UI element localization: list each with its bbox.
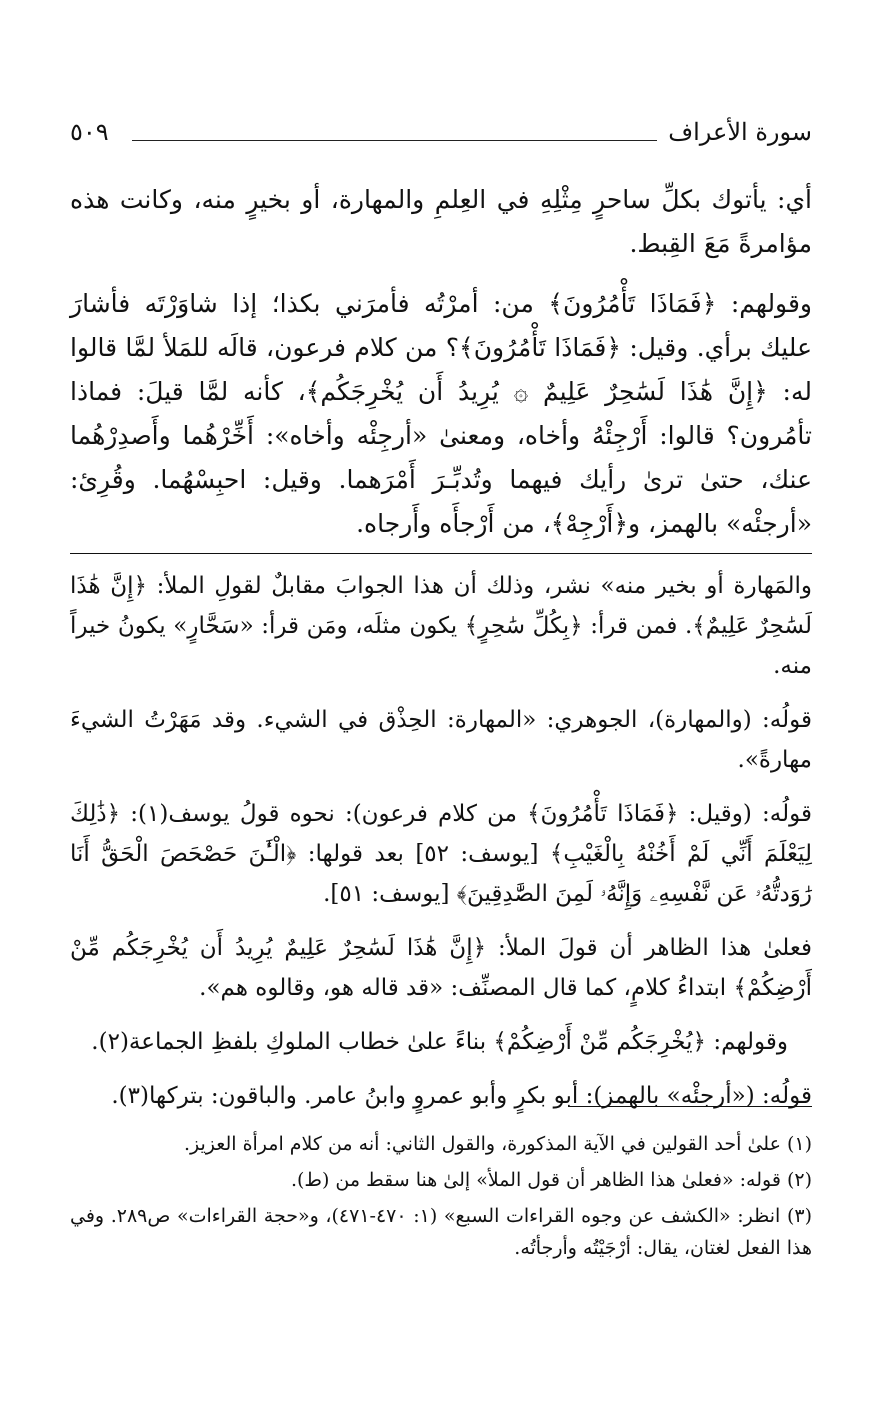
commentary-paragraph-4: فعلىٰ هذا الظاهر أن قولَ الملأ: ﴿إِنَّ هَٰذَا لَسَٰحِرٌ عَلِيمٌ يُرِيدُ أَن يُخْرِجَكُم مِّنْ أَرْضِكُمْ﴾ ابتداءُ كلامٍ، كما قال المصنِّف: «قد قاله هو، وقالوه هم». — [70, 935, 812, 1001]
commentary-paragraph-1: والمَهارة أو بخير منه» نشر، وذلك أن هذا الجوابَ مقابلٌ لقولِ الملأ: ﴿إِنَّ هَٰذَا لَسَٰحِرٌ عَلِيمٌ﴾. فمن قرأ: ﴿بِكُلِّ سَٰحِرٍ﴾ يكون مثلَه، ومَن قرأ: «سَحَّارٍ» يكونُ خيراً منه. — [70, 573, 812, 679]
footnote-3: (٣) انظر: «الكشف عن وجوه القراءات السبع» (١: ٤٧٠-٤٧١)، و«حجة القراءات» ص٢٨٩. وفي هذا الفعل لغتان، يقال: أرْجَيْتُه وأرجأتُه. — [70, 1205, 812, 1259]
footnote-1: (١) علىٰ أحد القولين في الآية المذكورة، والقول الثاني: أنه من كلام امرأة العزيز. — [184, 1133, 812, 1155]
page-number: ٥٠٩ — [70, 118, 109, 146]
footnotes — [70, 1128, 812, 1264]
footnote-2: (٢) قوله: «فعلىٰ هذا الظاهر أن قول الملأ» إلىٰ هنا سقط من (ط). — [290, 1169, 812, 1191]
footnote-divider — [568, 1106, 812, 1107]
commentary-paragraph-6: قولُه: («أرجئْه» بالهمز): أبو بكرٍ وأبو عمروٍ وابنُ عامر. والباقون: بتركها(٣). — [111, 1083, 812, 1109]
commentary-paragraph-5: وقولهم: ﴿يُخْرِجَكُم مِّنْ أَرْضِكُمْ﴾ بناءً علىٰ خطاب الملوكِ بلفظِ الجماعة(٢). — [91, 1029, 788, 1055]
commentary — [70, 566, 812, 1116]
commentary-paragraph-2: قولُه: (والمهارة)، الجوهري: «المهارة: الحِذْق في الشيء. وقد مَهَرْتُ الشيءَ مهارةً». — [70, 707, 812, 773]
surah-title: سورة الأعراف — [668, 118, 812, 146]
main-paragraph-2: وقولهم: ﴿فَمَاذَا تَأْمُرُونَ﴾ من: أمرْتُه فأمرَني بكذا؛ إذا شاوَرْتَه فأشارَ عليك برأي. وقيل: ﴿فَمَاذَا تَأْمُرُونَ﴾؟ من كلام فرعون، قالَه للمَلأ لمَّا قالوا له: ﴿إِنَّ هَٰذَا لَسَٰحِرٌ عَلِيمٌ ۞ يُرِيدُ أَن يُخْرِجَكُم﴾، كأنه لمَّا قيلَ: فماذا تأمُرون؟ قالوا: أَرْجِئْهُ وأخاه، ومعنىٰ «أرجِئْه وأخاه»: أَخِّرْهُما وأَصدِرْهُما عنك، حتىٰ ترىٰ رأيك فيهما وتُدبِّـرَ أَمْرَهما. وقيل: احبِسْهُما. وقُرِئ: «أرجئْه» بالهمز، و﴿أَرْجِهْ﴾، من أَرْجأَه وأَرجاه. — [70, 289, 812, 538]
main-paragraph-1: أي: يأتوك بكلِّ ساحرٍ مِثْلِهِ في العِلمِ والمهارة، أو بخيرٍ منه، وكانت هذه مؤامرةً مَعَ القِبط. — [70, 185, 812, 258]
main-text — [70, 178, 812, 546]
running-header — [70, 118, 812, 158]
main-commentary-divider — [70, 553, 812, 554]
header-rule — [132, 140, 657, 141]
commentary-paragraph-3: قولُه: (وقيل: ﴿فَمَاذَا تَأْمُرُونَ﴾ من كلام فرعون): نحوه قولُ يوسف(١): ﴿ذَٰلِكَ لِيَعْلَمَ أَنِّي لَمْ أَخُنْهُ بِالْغَيْبِ﴾ [يوسف: ٥٢] بعد قولها: ﴿الْـَٰٔنَ حَصْحَصَ الْحَقُّ أَنَا رَٰوَدتُّهُۥ عَن نَّفْسِهِۦ وَإِنَّهُۥ لَمِنَ الصَّٰدِقِينَ﴾ [يوسف: ٥١]. — [70, 801, 812, 907]
